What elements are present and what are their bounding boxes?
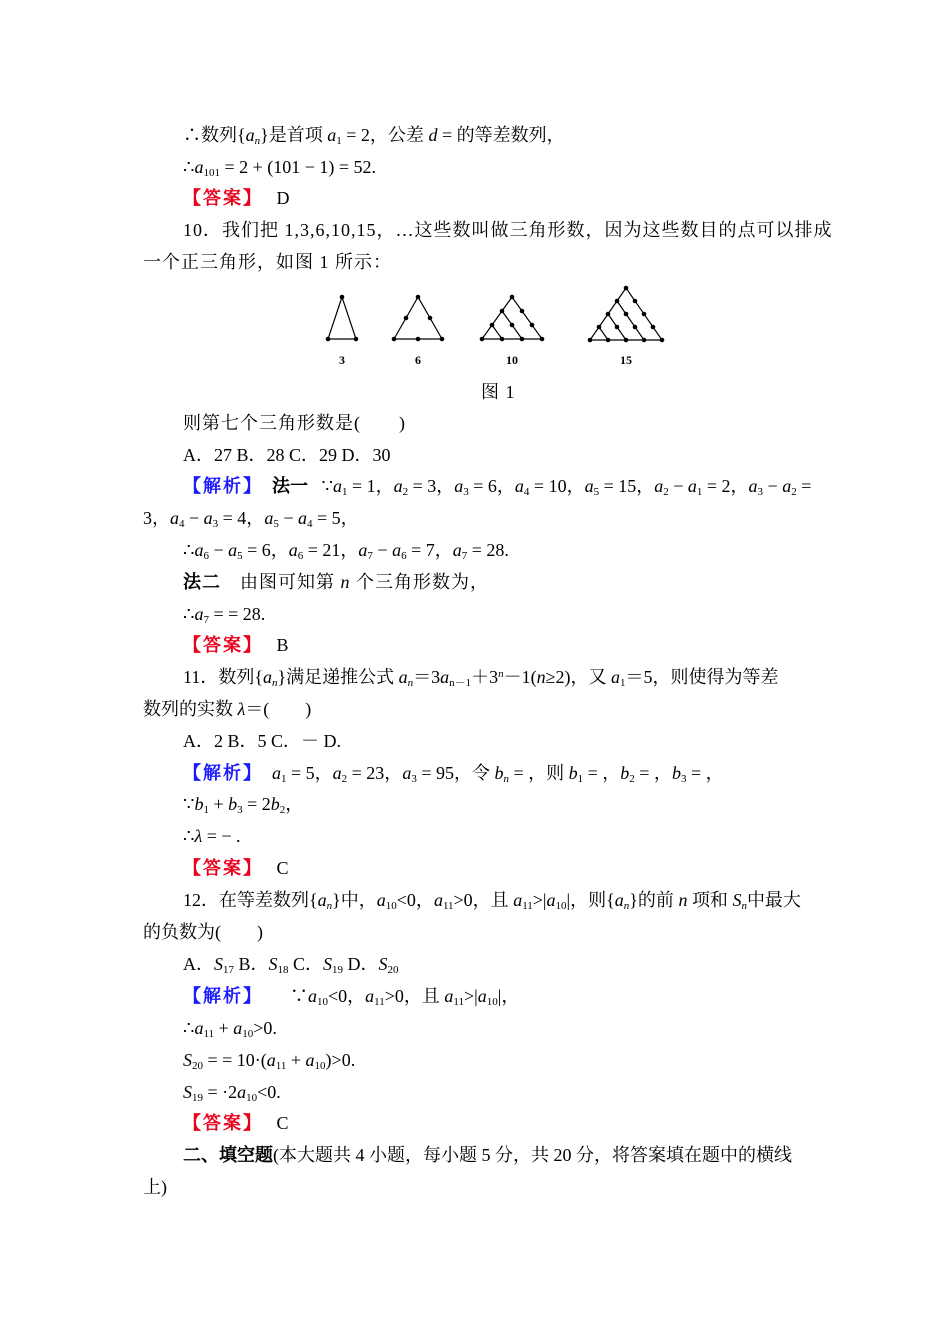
answer-11: 【答案】 C [183,858,289,878]
solution-11-line2: $\because b_1 + b_3 = 2b_2$， [183,794,304,816]
question-10-prompt: 则第七个三角形数是( ) [183,413,406,433]
triangle-numbers-figure [318,284,668,376]
question-10-line2: 一个正三角形，如图 1 所示： [143,252,392,272]
solution-11-line3: ∴λ = − . [183,826,241,846]
solution-12-line4: $S_{19} = \cdot 2a_{10}<0$. [183,1082,281,1104]
question-10-options: A．27 B．28 C．29 D．30 [183,445,391,465]
solution-10-method2: 法二 由图可知第 n 个三角形数为， [183,572,489,592]
section-2-heading: 二、填空题(本大题共 4 小题，每小题 5 分，共 20 分，将答案填在题中的横线 [183,1145,792,1165]
line-arithmetic-seq: ∴数列$\{a_n\}$是首项 $a_1 = 2$，公差 d = 的等差数列， [183,125,565,147]
question-11-line1: 11．数列$\{a_n\}$满足递推公式 $a_n=3a_{n-1}+3^n-1(n\ge 2)$，又 $a_1=5$，则使得为等差 [183,667,779,689]
solution-10-result: $\therefore a_7$ = = 28. [183,604,266,626]
question-12-line2: 的负数为( ) [143,922,263,942]
question-11-line2: 数列的实数 λ＝( ) [143,699,312,719]
figure-label-3: 3 [339,353,345,367]
section-2-heading-cont: 上) [143,1177,167,1197]
question-10-line1: 10．我们把 1,3,6,10,15，…这些数叫做三角形数，因为这些数目的点可以排成 [183,220,833,240]
triangle-10-outline [482,297,542,339]
solution-12-line3: $S_{20}$ = = $10\cdot(a_{11} + a_{10})>0$. [183,1050,356,1072]
figure-label-15: 15 [620,353,632,367]
question-11-options: A．2 B．5 C．－ D. [183,731,342,751]
triangle-3-outline [328,297,356,339]
figure-label-10: 10 [506,353,518,367]
solution-12-line1: 【解析】 $\because a_{10}<0$，$a_{11}>0$，且 $a_{11}>|a_{10}|$， [183,986,520,1008]
solution-11-line1: 【解析】 $a_1 = 5$，$a_2 = 23$，$a_3 = 95$，令 $b_n$ = ，则 $b_1$ = ，$b_2$ = ，$b_3$ = ， [183,763,724,785]
solution-12-line2: $\therefore a_{11} + a_{10}>0$. [183,1018,277,1040]
answer-10: 【答案】 B [183,635,289,655]
figure-label-6: 6 [415,353,421,367]
question-12-options: A．$S_{17}$ B．$S_{18}$ C．$S_{19}$ D．$S_{20}$ [183,954,399,976]
answer-9: 【答案】 D [183,188,290,208]
solution-10-line1: 【解析】 法一 $\because a_1 = 1$，$a_2 = 3$，$a_3 = 6$，$a_4 = 10$，$a_5 = 15$，$a_2 - a_1 = 2$，$a_3 - a_2$ = [183,476,812,498]
solution-10-line2: 3，$a_4 - a_3 = 4$，$a_5 - a_4 = 5$， [143,508,359,530]
solution-10-line3: $\therefore a_6 - a_5 = 6$，$a_6 = 21$，$a_7 - a_6 = 7$，$a_7 = 28$. [183,540,509,562]
answer-12: 【答案】 C [183,1113,289,1133]
question-12-line1: 12．在等差数列$\{a_n\}$中，$a_{10}<0$，$a_{11}>0$，且 $a_{11}>|a_{10}|$，则$\{a_n\}$的前 n 项和 $S_n$中最大 [183,890,801,912]
triangle-6-outline [394,297,442,339]
figure-caption: 图 1 [481,382,516,402]
line-a101: $\therefore a_{101} = 2 + (101 - 1) = 52$. [183,157,377,179]
